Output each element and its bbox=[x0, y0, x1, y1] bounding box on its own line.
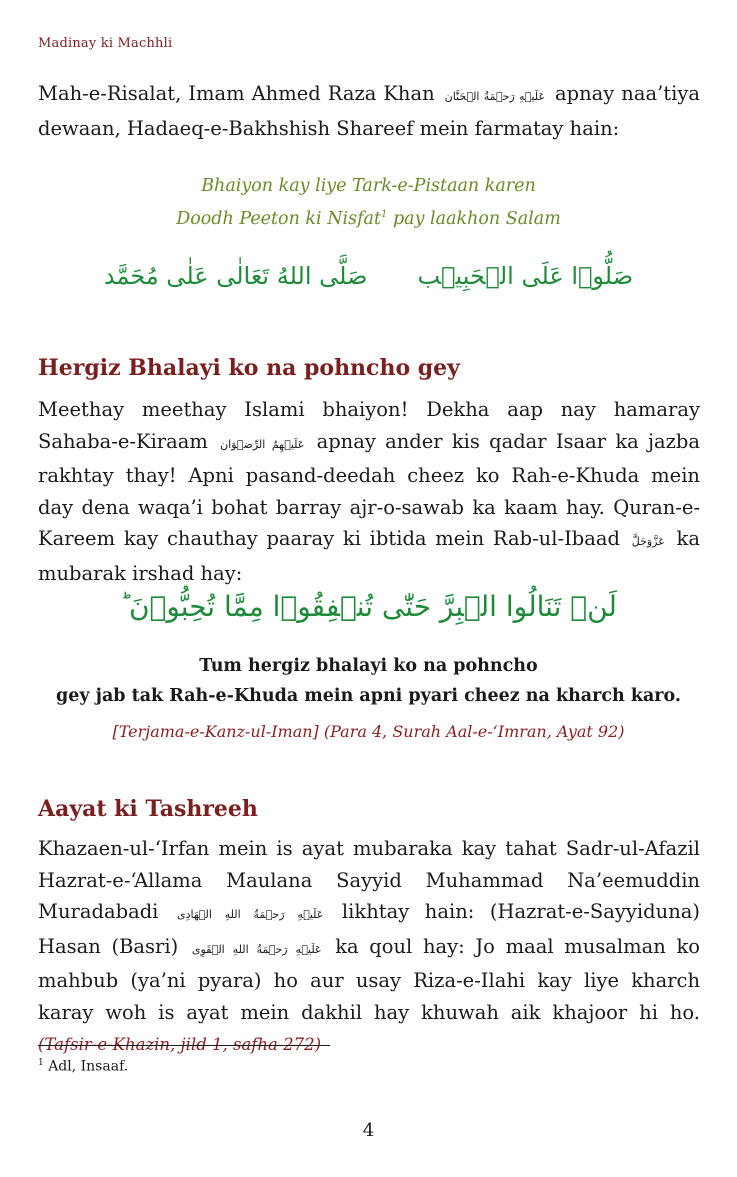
durood-left: صَلَّی اللهُ تَعَالٰی عَلٰی مُحَمَّد bbox=[103, 262, 368, 290]
footnote bbox=[38, 1058, 128, 1075]
section2-arabic-honorific-2: عَلَیۡهِ رَحۡمَةُ اللهِ الۡقَوِی bbox=[191, 942, 322, 956]
section2-text-b: likhtay hain: (Hazrat-e-Sayyiduna) Hasan (Basri) bbox=[38, 900, 700, 958]
section-heading-2: Aayat ki Tashreeh bbox=[38, 796, 258, 822]
section1-text-a: Meethay meethay Islami bhaiyon! Dekha aap nay hamaray Sahaba-e-Kiraam bbox=[38, 398, 700, 453]
section2-arabic-honorific-1: عَلَیۡهِ رَحۡمَةُ اللهِ الۡهَادِی bbox=[176, 908, 324, 921]
section2-text-a: Khazaen-ul-‘Irfan mein is ayat mubaraka kay tahat Sadr-ul-Afazil Hazrat-e-‘Allama Maulana Sayyid Muhammad Na’eemuddin Muradabadi bbox=[38, 837, 700, 923]
intro-text-b: apnay naa’tiya dewaan, Hadaeq-e-Bakhshish Shareef mein farmatay hain: bbox=[38, 82, 701, 140]
verse-line-2 bbox=[0, 209, 737, 229]
translation-line-1: Tum hergiz bhalayi ko na pohncho bbox=[199, 656, 538, 676]
section1-text-c: ka mubarak irshad hay: bbox=[38, 527, 700, 585]
durood-line bbox=[0, 262, 737, 290]
translation-line-2: gey jab tak Rah-e-Khuda mein apni pyari cheez na kharch karo. bbox=[56, 686, 681, 706]
section2-paragraph bbox=[38, 833, 700, 1061]
intro-text-a: Mah-e-Risalat, Imam Ahmed Raza Khan bbox=[38, 82, 435, 105]
quran-ayah: لَنۡ تَنَالُوا الۡبِرَّ حَتّٰی تُنۡفِقُوۡا مِمَّا تُحِبُّوۡنَ ؕ bbox=[120, 590, 617, 623]
ayah-reference: [Terjama-e-Kanz-ul-Iman] (Para 4, Surah Aal-e-‘Imran, Ayat 92) bbox=[112, 722, 625, 741]
durood-right: صَلُّوۡا عَلَی الۡحَبِیۡب bbox=[417, 262, 634, 290]
intro-arabic-honorific: عَلَیۡهِ رَحۡمَةُ الۡحَنَّان bbox=[444, 90, 546, 103]
section2-text-c: ka qoul hay: Jo maal musalman ko mahbub (ya’ni pyara) ho aur usay Riza-e-Ilahi kay liye kharch karay woh is ayat mein dakhil hay khuwah aik khajoor hi ho. bbox=[38, 934, 701, 1024]
tafsir-citation: (Tafsir-e-Khazin, jild 1, safha 272) bbox=[38, 1035, 322, 1054]
section1-arabic-honorific-1: عَلَیۡهِمُ الرِّضۡوَان bbox=[220, 437, 305, 451]
footnote-divider bbox=[38, 1045, 330, 1046]
section1-text-b: apnay ander kis qadar Isaar ka jazba rakhtay thay! Apni pasand-deedah cheez ko Rah-e-Khuda mein day dena waqa’i bohat barray ajr-o-sawab ka kaam hay. Quran-e-Kareem kay chauthay paaray ki ibtida mein Rab-ul-Ibaad bbox=[38, 429, 701, 550]
verse-line-1: Bhaiyon kay liye Tark-e-Pistaan karen bbox=[201, 176, 536, 196]
verse-line-2-text: Doodh Peeton ki Nisfat bbox=[176, 209, 382, 229]
section1-paragraph bbox=[38, 394, 700, 589]
footnote-marker: 1 bbox=[381, 209, 388, 221]
running-head: Madinay ki Machhli bbox=[38, 36, 173, 51]
verse-line-2-end: pay laakhon Salam bbox=[387, 209, 561, 229]
footnote-text: Adl, Insaaf. bbox=[48, 1058, 129, 1075]
intro-paragraph bbox=[38, 78, 700, 144]
section1-arabic-honorific-2: عَزَّوَجَلَّ bbox=[631, 535, 665, 548]
footnote-number: 1 bbox=[38, 1058, 44, 1068]
section-heading-1: Hergiz Bhalayi ko na pohncho gey bbox=[38, 355, 460, 381]
page-number: 4 bbox=[362, 1120, 375, 1141]
